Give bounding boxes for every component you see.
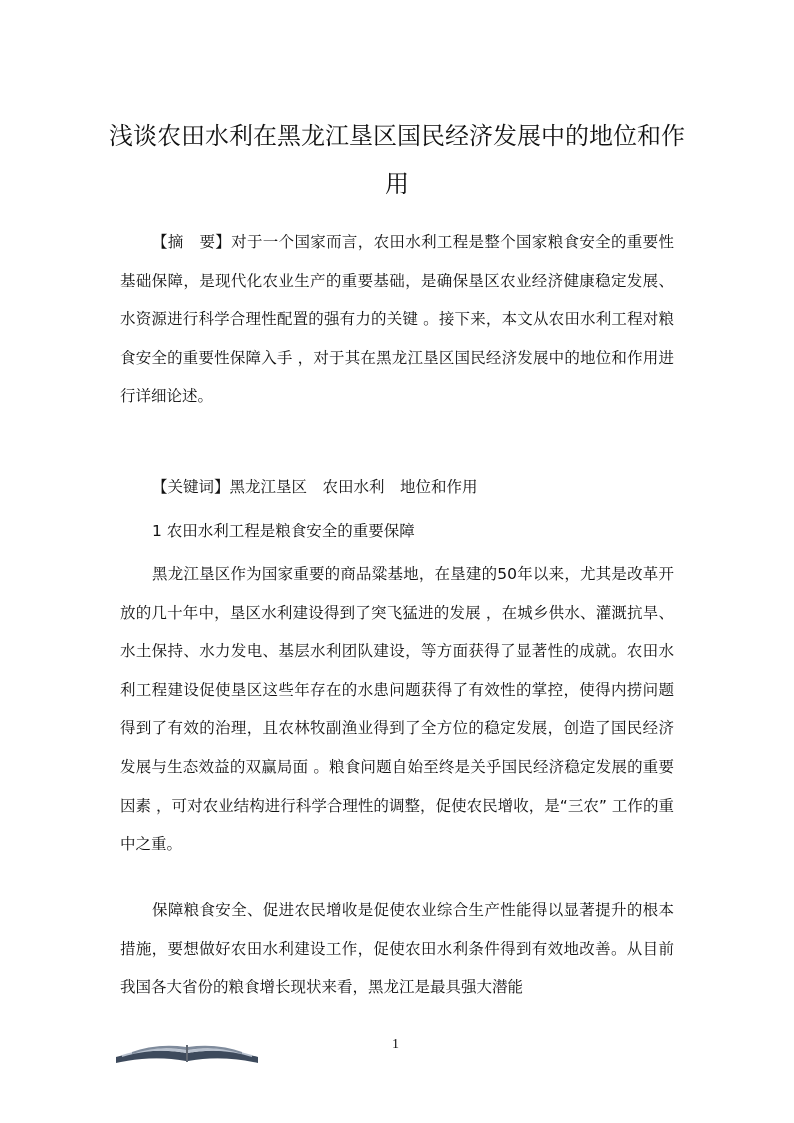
- document-title: 浅谈农田水利在黑龙江垦区国民经济发展中的地位和作用: [109, 122, 685, 199]
- open-book-icon: [112, 1035, 262, 1065]
- page-number: 1: [392, 1037, 399, 1052]
- body-paragraph: 黑龙江垦区作为国家重要的商品粱基地，在垦建的50年以来，尤其是改革开放的几十年中，垦区水利建设得到了突飞猛进的发展 ，在城乡供水、灌溉抗旱、水土保持、水力发电、基层水利团队建设，等方面获得了显著性的成就。农田水利工程建设促使垦区这些年存在的水患问题获得了有效性的掌控，使得内捞问题得到了有效的治理，且农林牧副渔业得到了全方位的稳定发展，创造了国民经济发展与生态效益的双赢局面 。粮食问题自始至终是关乎国民经济稳定发展的重要因素 ，可对农业结构进行科学合理性的调整，促使农民增收，是“三农” 工作的重中之重。: [120, 565, 674, 854]
- abstract-paragraph: 【摘 要】对于一个国家而言，农田水利工程是整个国家粮食安全的重要性基础保障，是现代化农业生产的重要基础，是确保垦区农业经济健康稳定发展、水资源进行科学合理性配置的强有力的关键 。接下来，本文从农田水利工程对粮食安全的重要性保障入手 ，对于其在黑龙江垦区国民经济发展中的地位和作用进行详细论述。: [120, 233, 674, 406]
- section-heading: 1 农田水利工程是粮食安全的重要保障: [152, 522, 415, 540]
- body-paragraph: 保障粮食安全、促进农民增收是促使农业综合生产性能得以显著提升的根本措施，要想做好农田水利建设工作，促使农田水利条件得到有效地改善。从目前我国各大省份的粮食增长现状来看，黑龙江是最具强大潜能: [120, 901, 674, 997]
- keywords-line: 【关键词】黑龙江垦区 农田水利 地位和作用: [152, 478, 478, 496]
